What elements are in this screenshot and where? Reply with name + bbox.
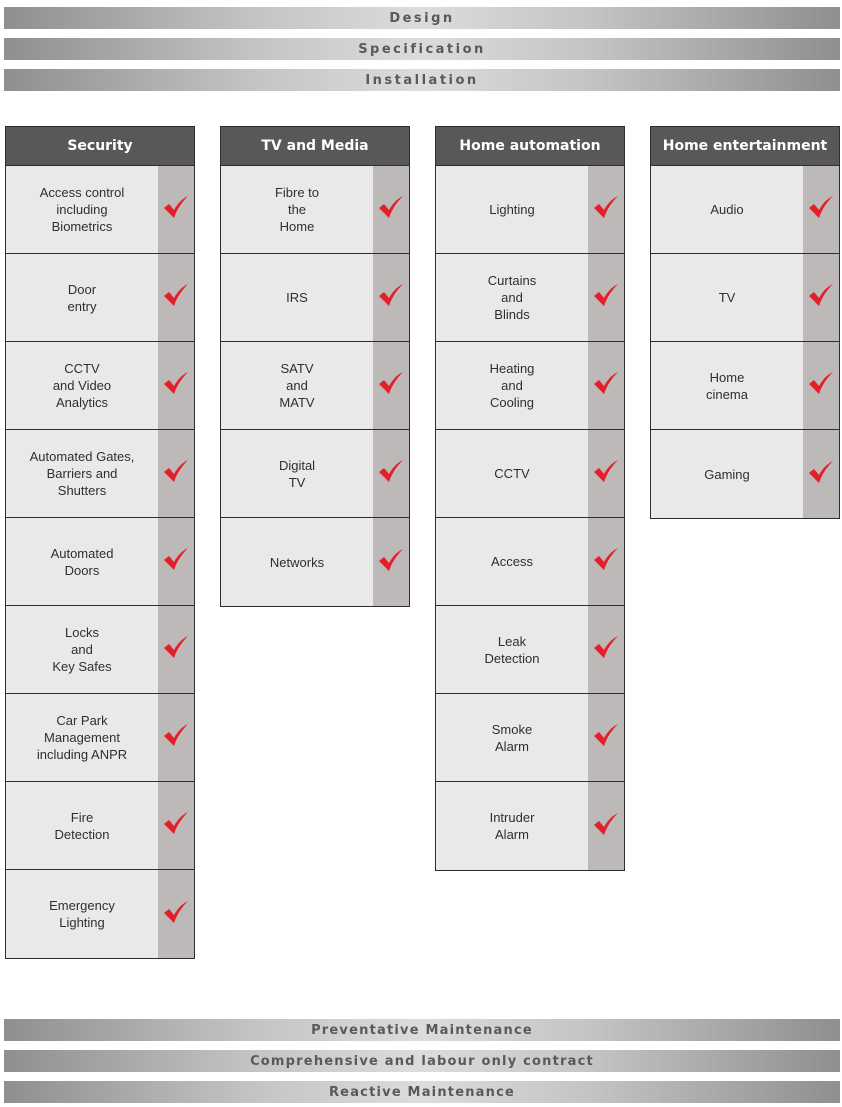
check-cell (158, 342, 194, 429)
column-security (5, 126, 195, 959)
service-row (6, 782, 194, 870)
check-cell (158, 518, 194, 605)
service-row (6, 606, 194, 694)
checkmark-icon (593, 547, 619, 576)
checkmark-icon (593, 371, 619, 400)
check-cell (588, 782, 624, 870)
checkmark-icon (163, 900, 189, 929)
bar-design: Design (4, 7, 840, 29)
service-row (221, 518, 409, 606)
service-label: Intruder Alarm (489, 810, 535, 842)
service-label: CCTV and Video Analytics (52, 361, 112, 410)
check-cell (588, 254, 624, 341)
check-cell (588, 606, 624, 693)
service-row (221, 342, 409, 430)
service-label: Heating and Cooling (489, 361, 535, 410)
check-cell (588, 518, 624, 605)
service-row (6, 254, 194, 342)
service-label: Emergency Lighting (49, 898, 115, 930)
service-row (436, 518, 624, 606)
service-label: Gaming (704, 466, 750, 482)
checkmark-icon (163, 635, 189, 664)
check-cell (373, 518, 409, 606)
checkmark-icon (808, 371, 834, 400)
checkmark-icon (163, 811, 189, 840)
bar-reactive-maintenance: Reactive Maintenance (4, 1081, 840, 1103)
check-cell (373, 166, 409, 253)
service-label: Smoke Alarm (491, 721, 533, 754)
service-label: Fire Detection (54, 809, 110, 842)
service-label: Digital TV (278, 457, 316, 490)
service-label: Access control including Biometrics (39, 185, 125, 234)
checkmark-icon (378, 195, 404, 224)
check-cell (158, 870, 194, 958)
check-cell (588, 430, 624, 517)
service-row (651, 342, 839, 430)
check-cell (158, 254, 194, 341)
column-header: Home entertainment (651, 127, 839, 166)
service-row (6, 518, 194, 606)
checkmark-icon (163, 371, 189, 400)
column-tv-and-media (220, 126, 410, 607)
service-label: Audio (710, 202, 744, 217)
service-label: Lighting (489, 202, 535, 217)
service-row (436, 430, 624, 518)
check-cell (158, 166, 194, 253)
checkmark-icon (593, 723, 619, 752)
bar-specification: Specification (4, 38, 840, 60)
service-row (436, 606, 624, 694)
service-label: Home cinema (706, 369, 748, 402)
check-cell (158, 430, 194, 517)
service-label: SATV and MATV (279, 361, 315, 410)
check-cell (803, 430, 839, 518)
check-cell (588, 342, 624, 429)
checkmark-icon (378, 283, 404, 312)
column-home-entertainment (650, 126, 840, 519)
column-header: TV and Media (221, 127, 409, 166)
checkmark-icon (593, 283, 619, 312)
service-row (651, 254, 839, 342)
service-label: Leak Detection (484, 633, 540, 666)
checkmark-icon (163, 547, 189, 576)
check-cell (158, 606, 194, 693)
check-cell (803, 254, 839, 341)
check-cell (158, 782, 194, 869)
service-label: IRS (286, 290, 308, 305)
service-row (6, 166, 194, 254)
service-label: Networks (269, 554, 325, 570)
checkmark-icon (808, 283, 834, 312)
check-cell (373, 342, 409, 429)
service-row (651, 430, 839, 518)
checkmark-icon (163, 195, 189, 224)
check-cell (373, 430, 409, 517)
checkmark-icon (593, 459, 619, 488)
service-label: Automated Gates, Barriers and Shutters (29, 449, 135, 498)
service-label: Fibre to the Home (274, 185, 320, 234)
service-row (436, 342, 624, 430)
service-row (436, 782, 624, 870)
service-row (221, 166, 409, 254)
check-cell (588, 694, 624, 781)
check-cell (373, 254, 409, 341)
checkmark-icon (808, 460, 834, 489)
service-row (436, 166, 624, 254)
column-home-automation (435, 126, 625, 871)
checkmark-icon (163, 283, 189, 312)
checkmark-icon (593, 812, 619, 841)
service-label: Automated Doors (50, 545, 114, 578)
checkmark-icon (378, 371, 404, 400)
checkmark-icon (808, 195, 834, 224)
bar-preventative-maintenance: Preventative Maintenance (4, 1019, 840, 1041)
service-row (436, 694, 624, 782)
service-label: Access (491, 554, 533, 569)
service-row (221, 430, 409, 518)
checkmark-icon (593, 635, 619, 664)
service-label: Door entry (67, 281, 97, 314)
checkmark-icon (378, 459, 404, 488)
service-label: Curtains and Blinds (487, 273, 537, 322)
service-label: Car Park Management including ANPR (36, 713, 128, 762)
check-cell (803, 342, 839, 429)
column-header: Home automation (436, 127, 624, 166)
service-row (436, 254, 624, 342)
service-label: CCTV (494, 466, 530, 481)
service-row (6, 430, 194, 518)
service-row (221, 254, 409, 342)
bar-installation: Installation (4, 69, 840, 91)
bar-comprehensive-contract: Comprehensive and labour only contract (4, 1050, 840, 1072)
checkmark-icon (593, 195, 619, 224)
service-row (6, 342, 194, 430)
service-row (6, 870, 194, 958)
service-row (651, 166, 839, 254)
checkmark-icon (163, 459, 189, 488)
check-cell (158, 694, 194, 781)
check-cell (803, 166, 839, 253)
column-header: Security (6, 127, 194, 166)
service-row (6, 694, 194, 782)
checkmark-icon (163, 723, 189, 752)
checkmark-icon (378, 548, 404, 577)
service-label: TV (718, 290, 736, 305)
service-label: Locks and Key Safes (52, 625, 112, 674)
check-cell (588, 166, 624, 253)
